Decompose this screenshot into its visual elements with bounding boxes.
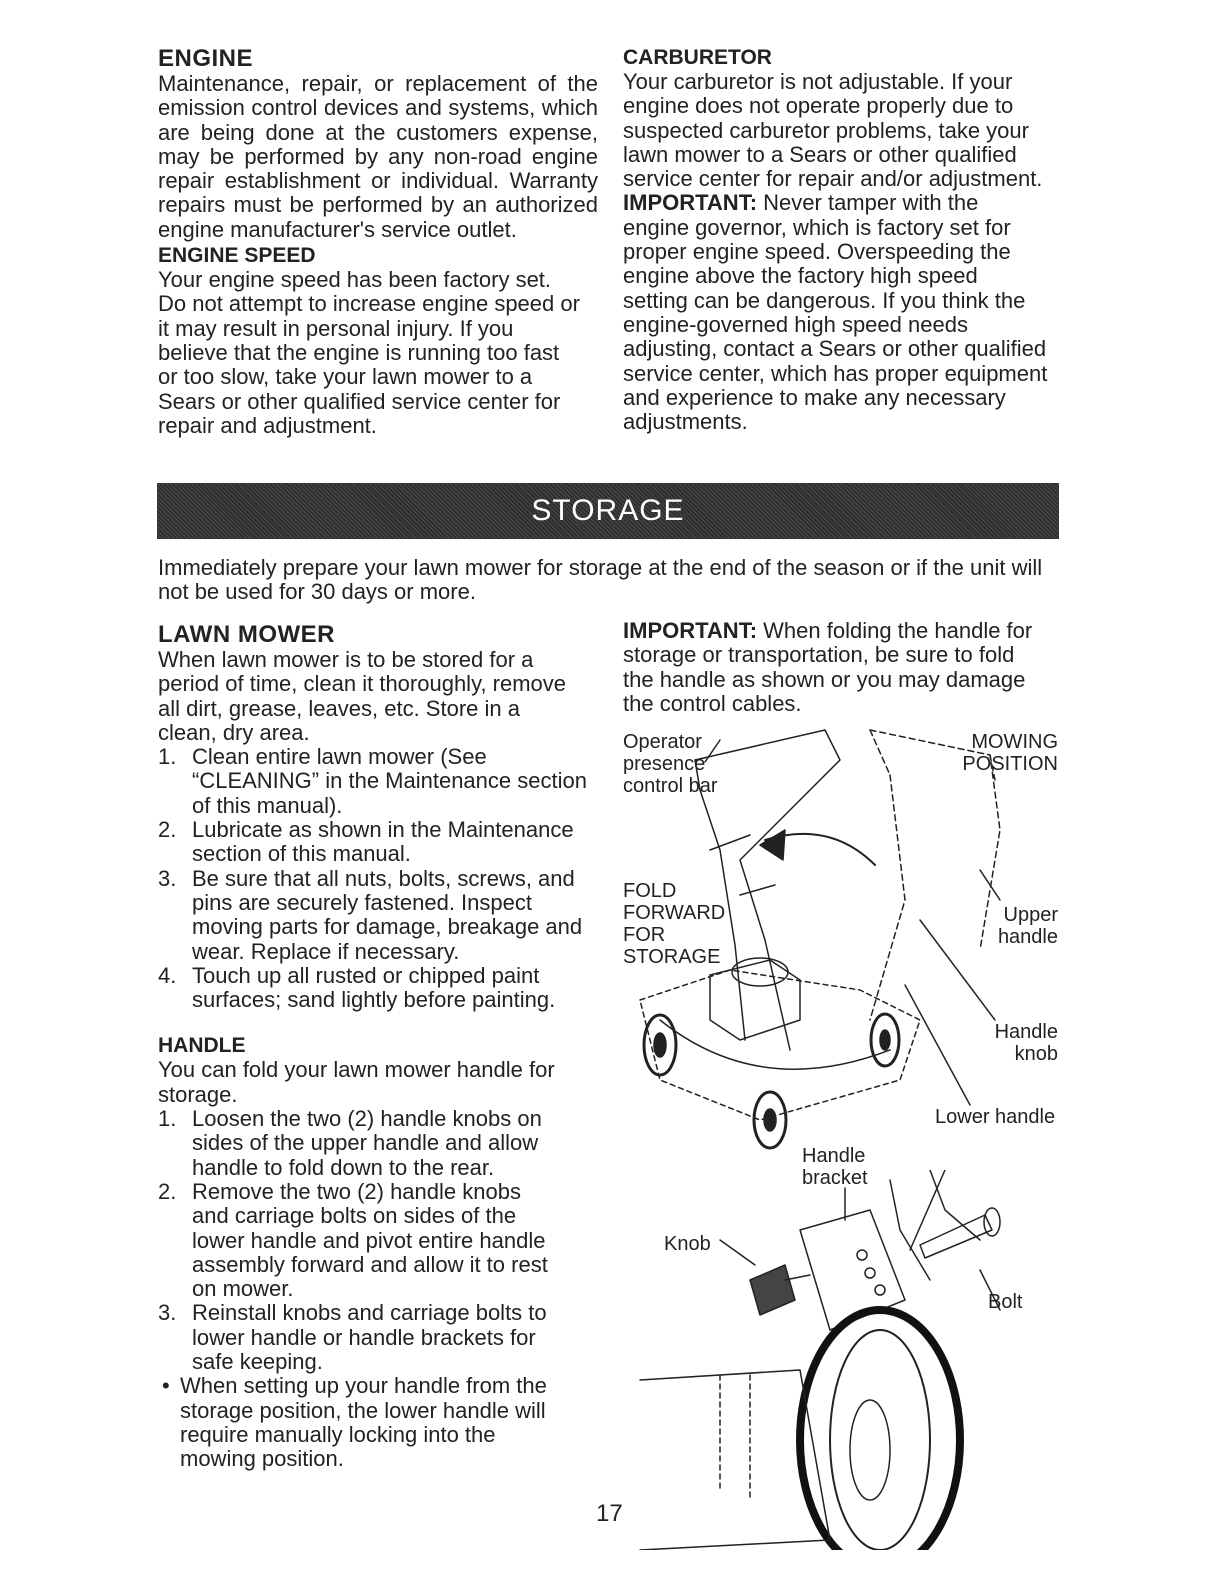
carburetor-section (623, 46, 1048, 434)
list-item: • When setting up your handle from the storage position, the lower handle will require manually locking into the mowing position. (162, 1373, 547, 1472)
storage-banner (157, 483, 1059, 539)
handle-heading: HANDLE (158, 1034, 246, 1058)
important-fold-text: When folding the handle for storage or transportation, be sure to fold the handle as shown or you may damage the control cables. (623, 618, 1033, 716)
carburetor-body: Your carburetor is not adjustable. If your engine does not operate properly due to suspected carburetor problems, take your lawn mower to a Sears or other qualified service center for repair and/or adjustment. (623, 69, 1043, 192)
list-item: 2. Lubricate as shown in the Maintenance section of this manual. (158, 817, 574, 867)
important-text: Never tamper with the engine governor, which is factory set for proper engine speed. Overspeeding the engine above the factory high speed setting can be dangerous. If you think the engine-governed high speed needs adjusting, contact a Sears or other qualified service center, which has proper equipment and experience to make any necessary adjustments. (623, 190, 1048, 435)
label-fold-forward: FOLD FORWARD FOR STORAGE (623, 880, 726, 968)
label-mowing-position: MOWING POSITION (962, 731, 1058, 775)
list-item: 2. Remove the two (2) handle knobs and carriage bolts on sides of the lower handle and pivot entire handle assembly forward and allow it to rest on mower. (158, 1178, 548, 1302)
storage-intro: Immediately prepare your lawn mower for storage at the end of the season or if the unit will not be used for 30 days or more. (158, 555, 1043, 605)
carburetor-important (623, 191, 1048, 434)
list-item: 3. Reinstall knobs and carriage bolts to lower handle or handle brackets for safe keeping. (158, 1300, 547, 1375)
label-lower-handle: Lower handle (935, 1106, 1056, 1128)
lawn-mower-body: When lawn mower is to be stored for a period of time, clean it thoroughly, remove all dirt, grease, leaves, etc. Store in a clean, dry area. (158, 647, 567, 745)
list-item: 1. Clean entire lawn mower (See “CLEANING” in the Maintenance section of this manual). (158, 744, 587, 818)
engine-heading: ENGINE (158, 45, 254, 72)
engine-speed-body: Your engine speed has been factory set. Do not attempt to increase engine speed or it may result in personal injury. If you believe that the engine is running too fast or too slow, take your lawn mower to a Sears or other qualified service center for repair and adjustment. (158, 267, 580, 438)
label-upper-handle: Upper handle (997, 904, 1058, 948)
lawn-mower-steps (158, 745, 593, 1012)
lawn-mower-heading: LAWN MOWER (158, 621, 335, 648)
handle-body: You can fold your lawn mower handle for storage. (158, 1057, 555, 1107)
engine-body: Maintenance, repair, or replacement of the emission control devices and systems, which are being done at the customers expense, may be performed by any non-road engine repair establishment or individual. Warranty repairs must be performed by an authorized engine manufacturer's service outlet. (158, 71, 598, 242)
engine-speed-heading: ENGINE SPEED (158, 244, 316, 268)
list-item: 3. Be sure that all nuts, bolts, screws, and pins are securely fastened. Inspect moving parts for damage, breakage and wear. Replace if necessary. (158, 865, 583, 964)
engine-section (158, 46, 598, 438)
storage-banner-title: STORAGE (531, 494, 685, 527)
label-operator-presence: Operator presence control bar (623, 731, 718, 797)
page-number: 17 (596, 1500, 623, 1527)
important-fold-label: IMPORTANT: (623, 618, 758, 643)
label-handle-bracket: Handle bracket (802, 1145, 868, 1189)
label-handle-knob: Handle knob (994, 1021, 1058, 1065)
list-item: 1. Loosen the two (2) handle knobs on sides of the upper handle and allow handle to fold down to the rear. (158, 1106, 542, 1180)
list-item: 4. Touch up all rusted or chipped paint surfaces; sand lightly before painting. (158, 962, 556, 1013)
label-bolt: Bolt (988, 1291, 1023, 1313)
bracket-detail-illustration (600, 1170, 1023, 1550)
handle-steps (158, 1107, 558, 1471)
important-fold-note (623, 619, 1038, 716)
carburetor-heading: CARBURETOR (623, 46, 772, 69)
important-label: IMPORTANT: (623, 190, 758, 216)
lawn-mower-section (158, 622, 593, 1472)
label-knob: Knob (664, 1233, 711, 1255)
